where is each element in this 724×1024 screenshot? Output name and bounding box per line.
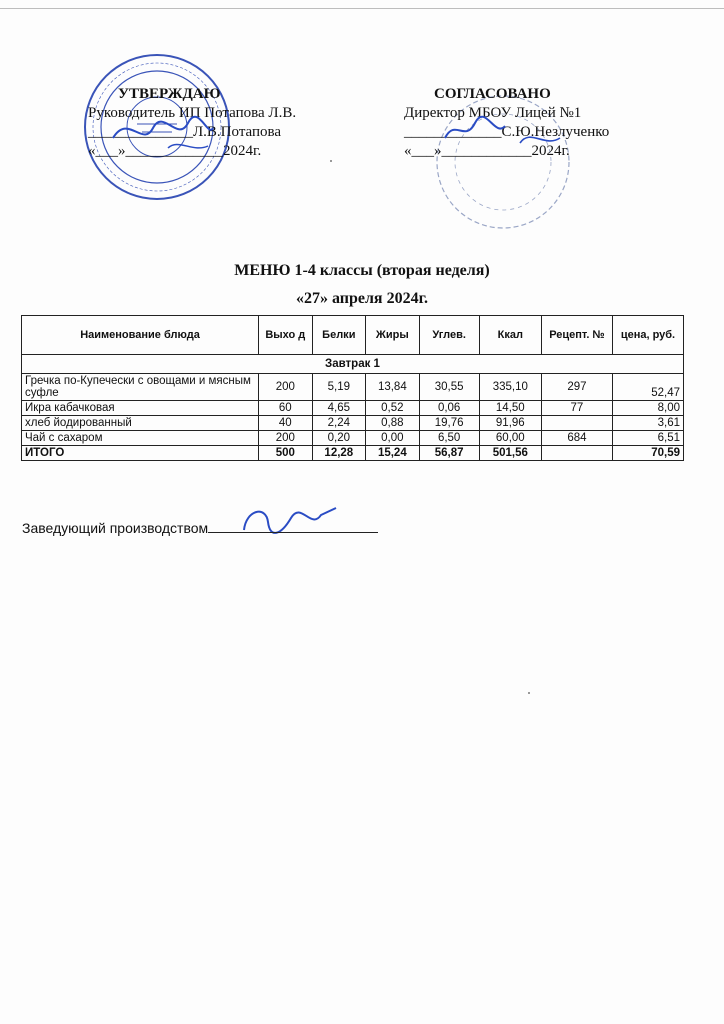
signature-left: [108, 108, 218, 158]
dish-recipe: [541, 416, 612, 431]
dish-kcal: 60,00: [479, 431, 541, 446]
footer-label: Заведующий производством: [22, 520, 209, 536]
total-protein: 12,28: [312, 446, 366, 461]
dish-yield: 200: [259, 374, 313, 401]
dish-price: 3,61: [612, 416, 683, 431]
dish-protein: 0,20: [312, 431, 366, 446]
agreed-signature-line: _____________С.Ю.Незлученко: [404, 124, 610, 140]
dish-carbs: 30,55: [419, 374, 479, 401]
total-carbs: 56,87: [419, 446, 479, 461]
dish-price: 6,51: [612, 431, 683, 446]
dish-yield: 40: [259, 416, 313, 431]
dish-kcal: 335,10: [479, 374, 541, 401]
dish-fat: 0,52: [366, 401, 420, 416]
dish-protein: 5,19: [312, 374, 366, 401]
table-row: [22, 374, 684, 401]
col-header-fat: Жиры: [366, 316, 420, 355]
dish-name: Икра кабачковая: [22, 401, 259, 416]
dish-carbs: 19,76: [419, 416, 479, 431]
dish-recipe: 297: [541, 374, 612, 401]
dish-fat: 0,00: [366, 431, 420, 446]
dish-fat: 13,84: [366, 374, 420, 401]
dish-carbs: 0,06: [419, 401, 479, 416]
total-recipe: [541, 446, 612, 461]
menu-table: [21, 315, 684, 461]
approve-date-line: «___»_____________2024г.: [88, 143, 262, 159]
dish-name: Гречка по-Купечески с овощами и мясным суфле: [22, 374, 259, 401]
total-yield: 500: [259, 446, 313, 461]
menu-date: «27» апреля 2024г.: [295, 290, 429, 307]
section-row: [22, 355, 684, 374]
col-header-kcal: Ккал: [479, 316, 541, 355]
table-row: [22, 416, 684, 431]
col-header-carbs: Углев.: [419, 316, 479, 355]
table-row: [22, 401, 684, 416]
approve-signature-line: ______________Л.В.Потапова: [88, 124, 282, 140]
agreed-date-line: «___»____________2024г.: [404, 143, 570, 159]
dish-yield: 200: [259, 431, 313, 446]
signature-line: [208, 520, 378, 533]
menu-title: МЕНЮ 1-4 классы (вторая неделя): [234, 262, 490, 279]
table-header-row: [22, 316, 684, 355]
scan-speck: [528, 692, 530, 694]
total-price: 70,59: [612, 446, 683, 461]
dish-name: хлеб йодированный: [22, 416, 259, 431]
dish-carbs: 6,50: [419, 431, 479, 446]
approve-position: Руководитель ИП Потапова Л.В.: [88, 105, 297, 121]
total-label: ИТОГО: [22, 446, 259, 461]
total-kcal: 501,56: [479, 446, 541, 461]
signature-right: [440, 108, 570, 153]
agreed-title: СОГЛАСОВАНО: [434, 86, 551, 102]
dish-kcal: 91,96: [479, 416, 541, 431]
dish-yield: 60: [259, 401, 313, 416]
dish-price: 8,00: [612, 401, 683, 416]
col-header-recipe: Рецепт. №: [541, 316, 612, 355]
dish-protein: 2,24: [312, 416, 366, 431]
agreed-position: Директор МБОУ Лицей №1: [404, 105, 582, 121]
dish-name: Чай с сахаром: [22, 431, 259, 446]
total-row: [22, 446, 684, 461]
section-label: Завтрак 1: [22, 355, 684, 374]
col-header-protein: Белки: [312, 316, 366, 355]
dish-recipe: 77: [541, 401, 612, 416]
dish-protein: 4,65: [312, 401, 366, 416]
approve-title: УТВЕРЖДАЮ: [118, 86, 221, 102]
dish-kcal: 14,50: [479, 401, 541, 416]
scan-speck: [330, 160, 332, 162]
dish-recipe: 684: [541, 431, 612, 446]
col-header-yield: Выхо д: [259, 316, 313, 355]
dish-price: 52,47: [612, 374, 683, 401]
col-header-name: Наименование блюда: [22, 316, 259, 355]
table-row: [22, 431, 684, 446]
footer-signature-block: [22, 520, 378, 536]
total-fat: 15,24: [366, 446, 420, 461]
top-border-line: [0, 8, 724, 9]
dish-fat: 0,88: [366, 416, 420, 431]
col-header-price: цена, руб.: [612, 316, 683, 355]
